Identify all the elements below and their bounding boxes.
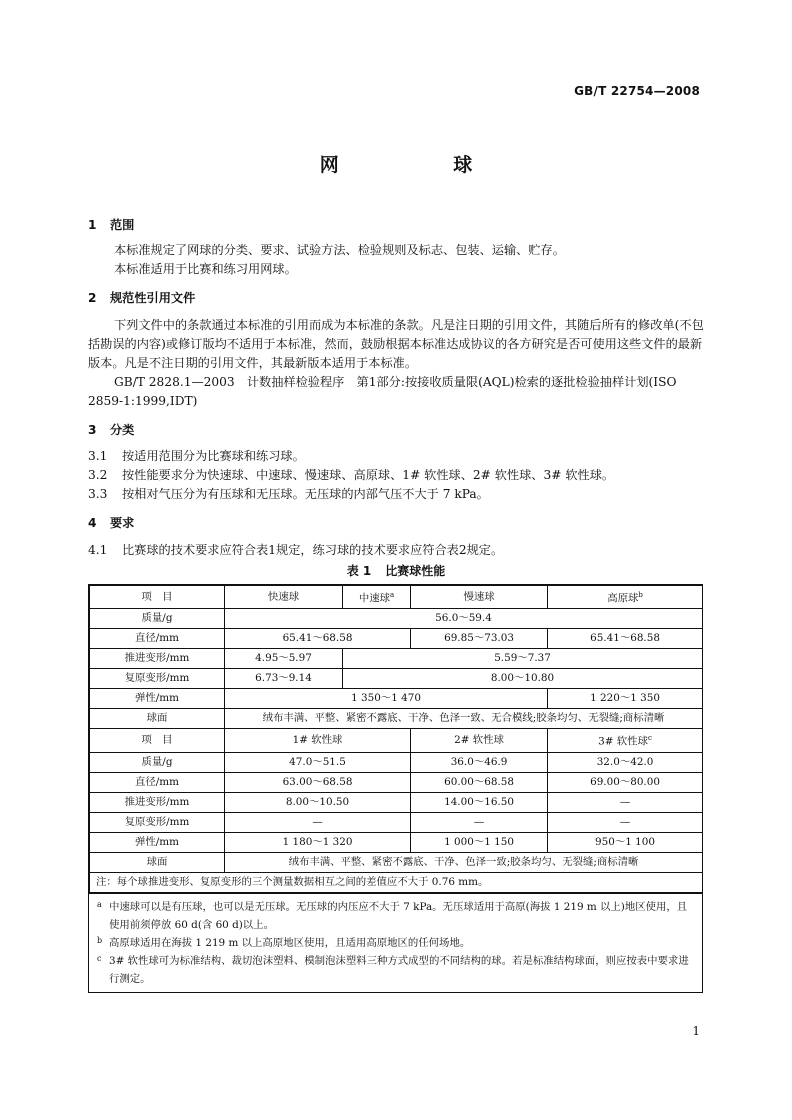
footnote-b: b 高原球适用在海拔 1 219 m 以上高原地区使用，且适用高原地区的任何场地。 bbox=[97, 935, 471, 949]
table-header-row bbox=[90, 586, 703, 609]
header-cell: 中速球$^a$ bbox=[343, 586, 411, 609]
table-row: 弹性/mm 1 350～1 470 1 220～1 350 bbox=[90, 689, 703, 709]
section-number: 2 bbox=[88, 291, 97, 305]
section-title: 范围 bbox=[110, 218, 135, 232]
table-caption bbox=[88, 562, 704, 581]
header-cell: 高原球$^b$ bbox=[548, 586, 703, 609]
paragraph: 下列文件中的条款通过本标准的引用而成为本标准的条款。凡是注日期的引用文件，其随后所有的修改单(不包括勘误的内容)或修订版均不适用于本标准，然而，鼓励根据本标准达成协议的各方研究是否可使用这些文件的最新版本。凡是不注日期的引用文件，其最新版本适用于本标准。 bbox=[88, 318, 704, 370]
header-cell: 项 目 bbox=[90, 586, 225, 609]
section-number: 4 bbox=[88, 516, 97, 530]
header-cell: 3# 软性球$^c$ bbox=[548, 729, 703, 752]
footnote-a: a 中速球可以是有压球，也可以是无压球。无压球的内压应不大于 7 kPa。无压球适用于高原(海拔 1 219 m 以上)地区使用，且使用前须停放 60 d(含 60 d)以上。 bbox=[97, 899, 688, 931]
header-cell: 快速球 bbox=[225, 586, 343, 609]
performance-table bbox=[88, 584, 703, 993]
section-title: 要求 bbox=[110, 516, 135, 530]
table-footnotes bbox=[89, 893, 702, 992]
table-row: 弹性/mm 1 180～1 320 1 000～1 150 950～1 100 bbox=[90, 832, 703, 852]
paragraph: 本标准规定了网球的分类、要求、试验方法、检验规则及标志、包装、运输、贮存。 bbox=[114, 243, 565, 257]
table-note-row bbox=[90, 872, 703, 892]
table-number: 表 1 bbox=[346, 564, 372, 578]
table-header-row bbox=[90, 729, 703, 752]
header-cell: 1# 软性球 bbox=[225, 729, 411, 752]
section-4-heading bbox=[88, 514, 704, 533]
section-number: 1 bbox=[88, 218, 97, 232]
clause-3-1: 3.1 按适用范围分为比赛球和练习球。 bbox=[88, 449, 305, 463]
table-row: 球面 绒布丰满、平整、紧密不露底、干净、色泽一致、无合模线;胶条均匀、无裂缝;商标清晰 bbox=[90, 709, 703, 729]
section-3-heading bbox=[88, 421, 704, 440]
header-cell: 2# 软性球 bbox=[411, 729, 548, 752]
header-cell: 项 目 bbox=[90, 729, 225, 752]
paragraph: 本标准适用于比赛和练习用网球。 bbox=[114, 262, 297, 276]
table-row: 质量/g 56.0～59.4 bbox=[90, 609, 703, 629]
table-row: 推进变形/mm 8.00～10.50 14.00～16.50 — bbox=[90, 792, 703, 812]
table-row: 推进变形/mm 4.95～5.97 5.59～7.37 bbox=[90, 649, 703, 669]
section-1-heading bbox=[88, 216, 704, 235]
table-row: 直径/mm 63.00～68.58 60.00～68.58 69.00～80.00 bbox=[90, 772, 703, 792]
clause-3-2: 3.2 按性能要求分为快速球、中速球、慢速球、高原球、1# 软性球、2# 软性球、3# 软性球。 bbox=[88, 468, 615, 482]
table-row: 直径/mm 65.41～68.58 69.85～73.03 65.41～68.58 bbox=[90, 629, 703, 649]
section-number: 3 bbox=[88, 423, 97, 437]
clause-3-3: 3.3 按相对气压分为有压球和无压球。无压球的内部气压不大于 7 kPa。 bbox=[88, 487, 489, 501]
table-note: 注：每个球推进变形、复原变形的三个测量数据相互之间的差值应不大于 0.76 mm。 bbox=[90, 872, 703, 892]
standard-code: GB/T 22754—2008 bbox=[574, 84, 700, 98]
table-row: 质量/g 47.0～51.5 36.0～46.9 32.0～42.0 bbox=[90, 752, 703, 772]
normative-reference: GB/T 2828.1—2003 计数抽样检验程序 第1部分:按接收质量限(AQL)检索的逐批检验抽样计划(ISO 2859-1:1999,IDT) bbox=[88, 375, 677, 408]
table-row: 球面 绒布丰满、平整、紧密不露底、干净、色泽一致;胶条均匀、无裂缝;商标清晰 bbox=[90, 852, 703, 872]
table-title: 比赛球性能 bbox=[385, 564, 446, 578]
table-row: 复原变形/mm 6.73～9.14 8.00～10.80 bbox=[90, 669, 703, 689]
section-title: 规范性引用文件 bbox=[110, 291, 196, 305]
header-cell: 慢速球 bbox=[411, 586, 548, 609]
footnote-c: c 3# 软性球可为标准结构、裁切泡沫塑料、模制泡沫塑料三种方式成型的不同结构的球。若是标准结构球面，则应按表中要求进行测定。 bbox=[97, 953, 689, 985]
document-body bbox=[88, 216, 704, 993]
table-row: 复原变形/mm — — — bbox=[90, 812, 703, 832]
clause-4-1: 4.1 比赛球的技术要求应符合表1规定，练习球的技术要求应符合表2规定。 bbox=[88, 543, 504, 557]
page-number: 1 bbox=[692, 1024, 700, 1038]
document-title: 网 球 bbox=[319, 154, 527, 176]
section-2-heading bbox=[88, 289, 704, 308]
section-title: 分类 bbox=[110, 423, 135, 437]
